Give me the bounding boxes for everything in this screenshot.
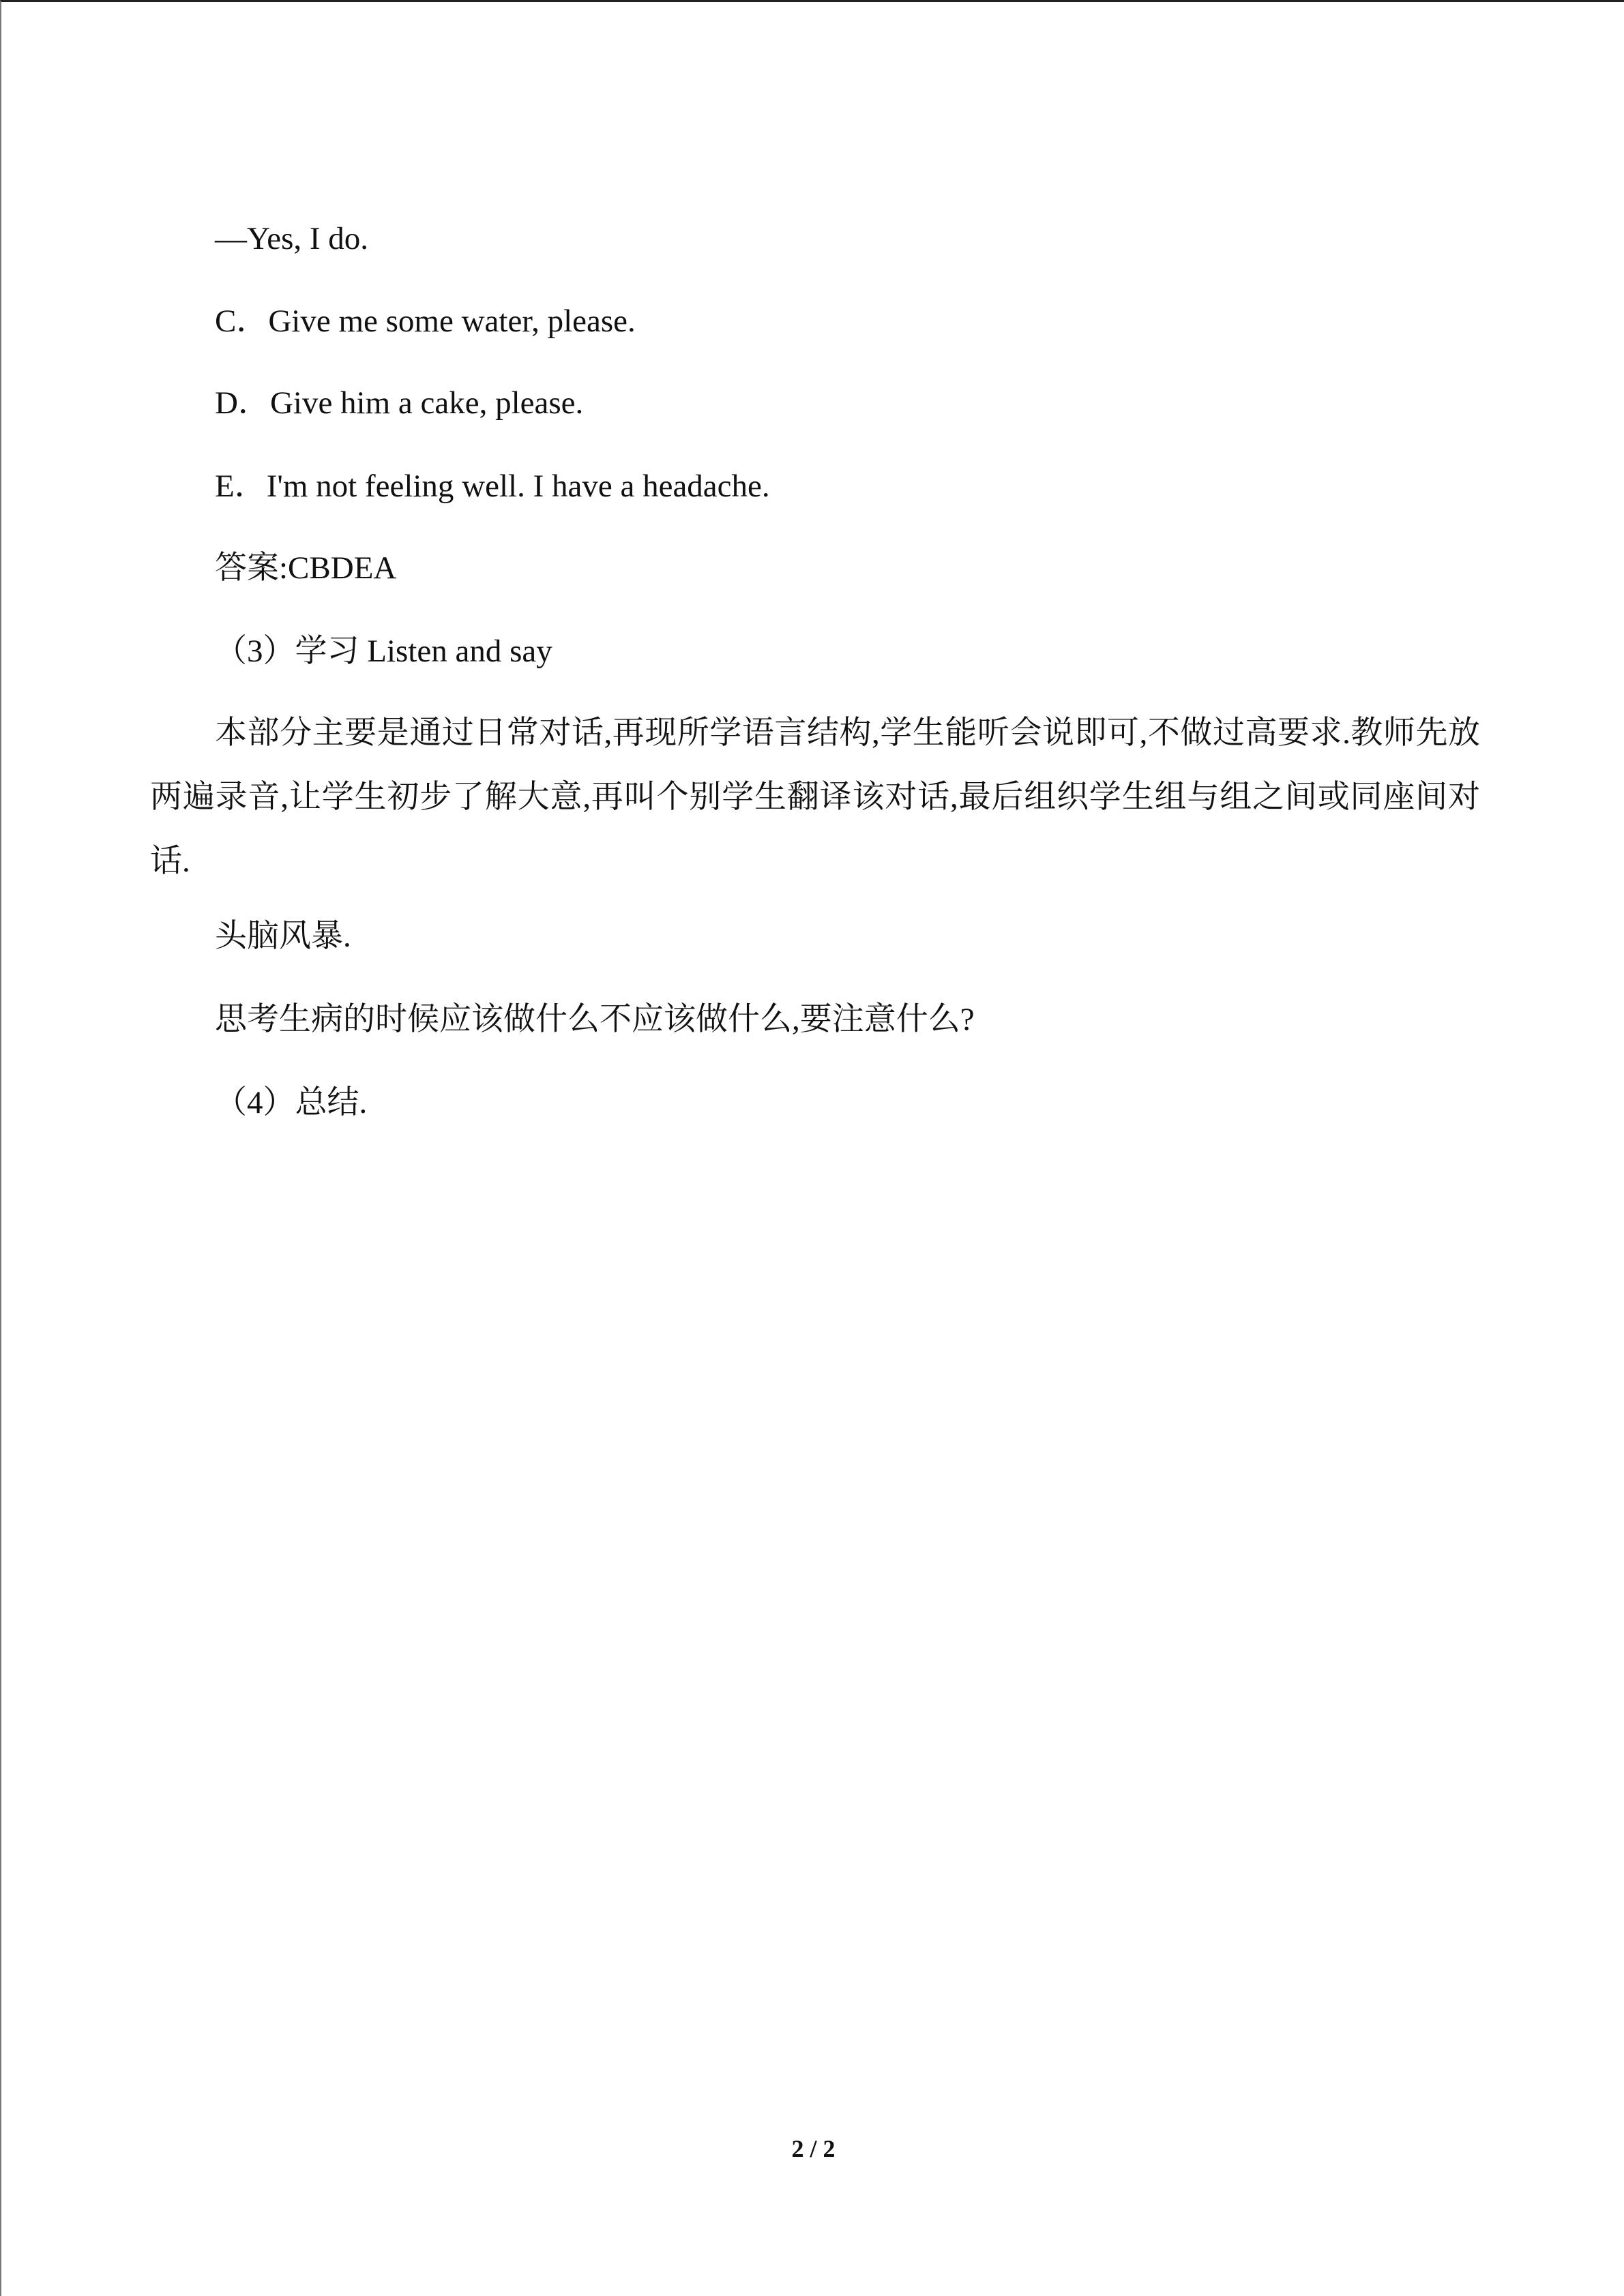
page-number: 2 / 2: [791, 2135, 836, 2162]
brainstorm-question: 思考生病的时候应该做什么不应该做什么,要注意什么?: [215, 1002, 975, 1037]
section-3-paragraph: 本部分主要是通过日常对话,再现所学语言结构,学生能听会说即可,不做过高要求.教师先放两遍录音,让学生初步了解大意,再叫个别学生翻译该对话,最后组织学生组与组之间或同座间对话.: [150, 715, 1480, 879]
option-e: E．I'm not feeling well. I have a headache.: [215, 468, 770, 504]
dialogue-reply-line: —Yes, I do.: [215, 221, 369, 256]
option-d: D．Give him a cake, please.: [215, 385, 584, 421]
brainstorm-heading: 头脑风暴.: [215, 919, 351, 954]
section-3-heading: （3）学习 Listen and say: [215, 633, 552, 669]
option-c: C．Give me some water, please.: [215, 303, 636, 339]
section-4-heading: （4）总结.: [215, 1085, 368, 1120]
answer-line: 答案:CBDEA: [215, 550, 397, 586]
